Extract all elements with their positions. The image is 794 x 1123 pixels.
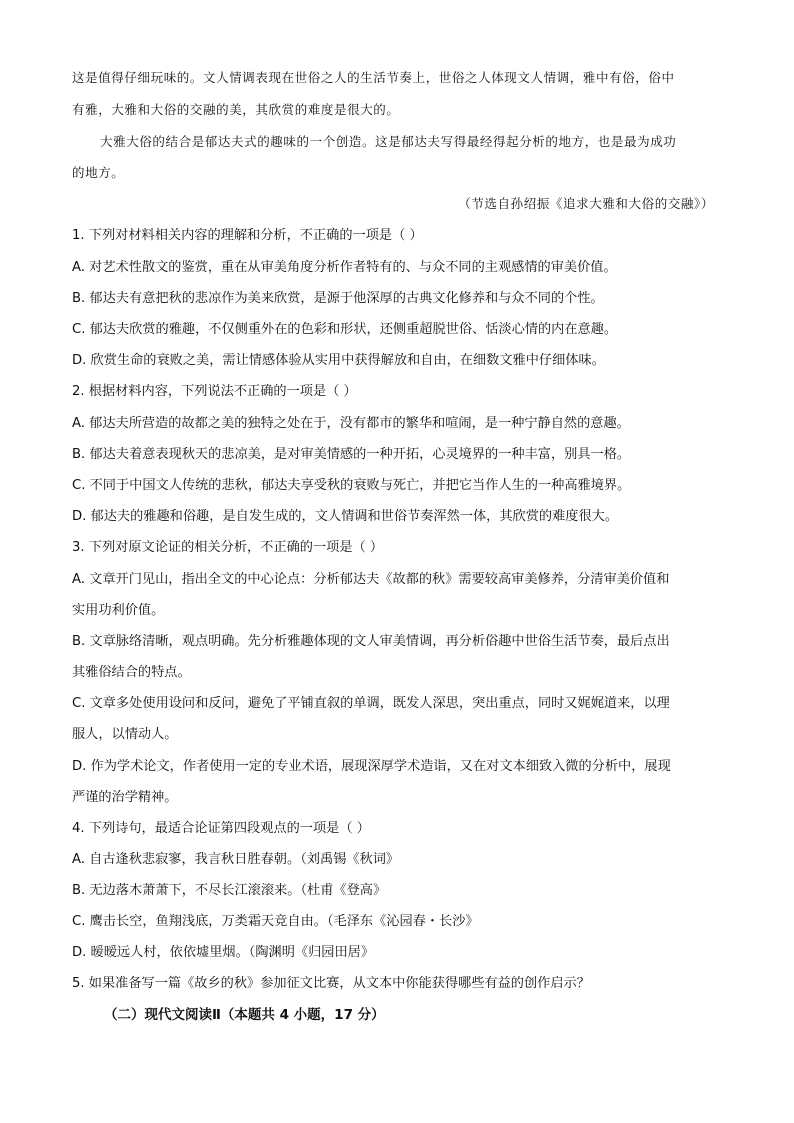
passage-para2-line2: 的地方。 (72, 165, 125, 180)
q5-stem: 5. 如果准备写一篇《故乡的秋》参加征文比赛，从文本中你能获得哪些有益的创作启示？ (72, 976, 590, 991)
q1-option-b: B. 郁达夫有意把秋的悲凉作为美来欣赏，是源于他深厚的古典文化修养和与众不同的个性。 (72, 291, 604, 306)
q3-stem: 3. 下列对原文论证的相关分析，不正确的一项是（ ） (72, 540, 384, 555)
q3-option-c-line1: C. 文章多处使用设问和反问，避免了平铺直叙的单调，既发人深思，突出重点，同时又娓娓道来，以理 (72, 696, 670, 711)
q2-option-a: A. 郁达夫所营造的故都之美的独特之处在于，没有都市的繁华和喧闹，是一种宁静自然的意趣。 (72, 416, 630, 431)
q4-option-a: A. 自古逢秋悲寂寥，我言秋日胜春朝。（刘禹锡《秋词》 (72, 852, 400, 867)
q3-option-b-line1: B. 文章脉络清晰，观点明确。先分析雅趣体现的文人审美情调，再分析俗趣中世俗生活节奏，最后点出 (72, 634, 670, 649)
q4-option-d: D. 暧暧远人村，依依墟里烟。（陶渊明《归园田居》 (72, 945, 375, 960)
q1-stem: 1. 下列对材料相关内容的理解和分析，不正确的一项是（ ） (72, 228, 423, 243)
q4-stem: 4. 下列诗句，最适合论证第四段观点的一项是（ ） (72, 821, 370, 836)
q2-stem: 2. 根据材料内容，下列说法不正确的一项是（ ） (72, 384, 357, 399)
passage-para1-line1: 这是值得仔细玩味的。文人情调表现在世俗之人的生活节奏上，世俗之人体现文人情调，雅中有俗，俗中 (72, 70, 675, 85)
section-heading: （二）现代文阅读Ⅱ（本题共 4 小题，17 分） (104, 1007, 385, 1023)
q3-option-a-line2: 实用功利价值。 (72, 603, 165, 618)
q1-option-d: D. 欣赏生命的衰败之美，需让情感体验从实用中获得解放和自由，在细数文雅中仔细体味。 (72, 353, 605, 368)
q1-option-c: C. 郁达夫欣赏的雅趣，不仅侧重外在的色彩和形状，还侧重超脱世俗、恬淡心情的内在意趣。 (72, 322, 618, 337)
q3-option-c-line2: 服人，以情动人。 (72, 727, 178, 742)
q3-option-b-line2: 其雅俗结合的特点。 (72, 665, 191, 680)
q2-option-d: D. 郁达夫的雅趣和俗趣，是自发生成的，文人情调和世俗节奏浑然一体，其欣赏的难度很大。 (72, 509, 619, 524)
q3-option-a-line1: A. 文章开门见山，指出全文的中心论点：分析郁达夫《故都的秋》需要较高审美修养，分清审美价值和 (72, 572, 670, 587)
q4-option-b: B. 无边落木萧萧下，不尽长江滚滚来。（杜甫《登高》 (72, 883, 387, 898)
q3-option-d-line1: D. 作为学术论文，作者使用一定的专业术语，展现深厚学术造诣，又在对文本细致入微的分析中，展现 (72, 759, 671, 774)
q1-option-a: A. 对艺术性散文的鉴赏，重在从审美角度分析作者特有的、与众不同的主观感情的审美价值。 (72, 260, 617, 275)
passage-source: （节选自孙绍振《追求大雅和大俗的交融》） (458, 196, 714, 211)
q4-option-c: C. 鹰击长空，鱼翔浅底，万类霜天竞自由。（毛泽东《沁园春・长沙》 (72, 914, 479, 929)
passage-para2-line1: 大雅大俗的结合是郁达夫式的趣味的一个创造。这是郁达夫写得最经得起分析的地方，也是最为成功 (100, 134, 677, 149)
passage-para1-line2: 有雅，大雅和大俗的交融的美，其欣赏的难度是很大的。 (72, 102, 400, 117)
q3-option-d-line2: 严谨的治学精神。 (72, 790, 178, 805)
q2-option-c: C. 不同于中国文人传统的悲秋，郁达夫享受秋的衰败与死亡，并把它当作人生的一种高雅境界。 (72, 478, 631, 493)
q2-option-b: B. 郁达夫着意表现秋天的悲凉美，是对审美情感的一种开拓，心灵境界的一种丰富，别具一格。 (72, 447, 631, 462)
